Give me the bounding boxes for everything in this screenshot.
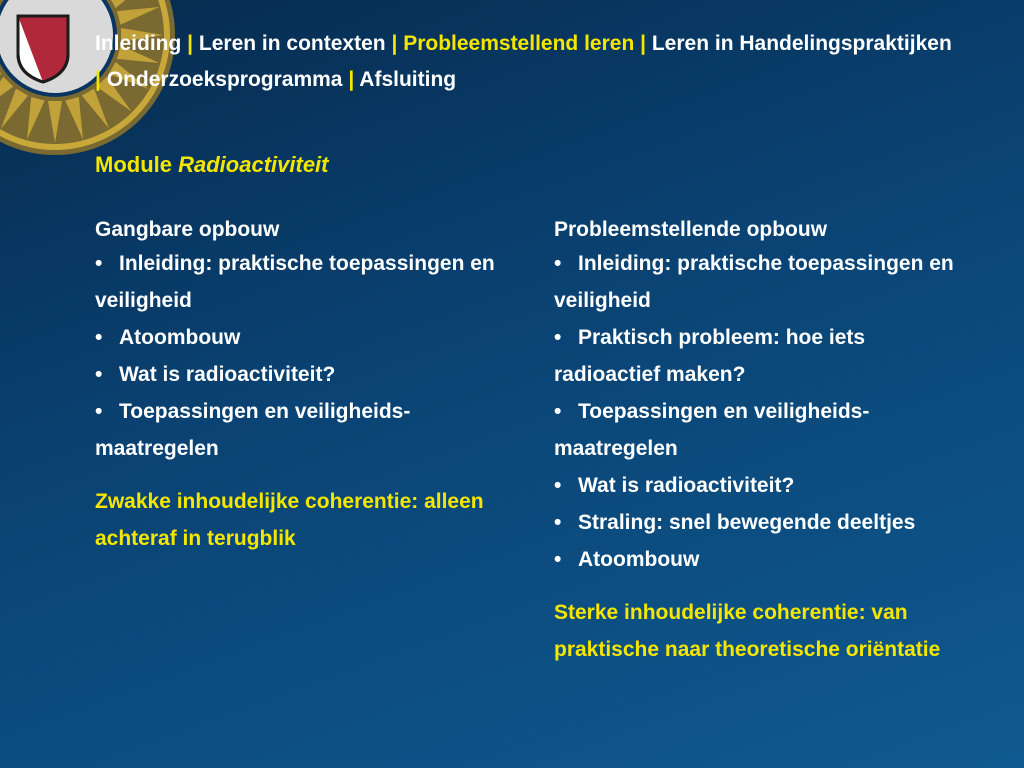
bullet-icon: • <box>554 326 562 349</box>
list-item <box>554 504 974 541</box>
right-bullet-list <box>554 245 974 578</box>
list-item <box>554 245 974 319</box>
right-column-heading: Probleemstellende opbouw <box>554 218 828 241</box>
nav-item-probleemstellend-leren[interactable]: Probleemstellend leren <box>403 32 635 55</box>
list-item-text: Wat is radioactiviteit? <box>578 474 795 497</box>
nav-separator: | <box>348 68 355 91</box>
left-column-heading: Gangbare opbouw <box>95 218 280 241</box>
nav-item-leren-in-handelingspraktijken[interactable]: Leren in Handelingspraktijken <box>651 32 952 55</box>
list-item-text: Inleiding: praktische toepassingen en veiligheid <box>554 252 954 312</box>
list-item <box>554 541 974 578</box>
bullet-icon: • <box>95 252 103 275</box>
list-item-text: Straling: snel bewegende deeltjes <box>578 511 916 534</box>
bullet-icon: • <box>554 548 562 571</box>
list-item-text: Toepassingen en veiligheids-maatregelen <box>95 400 411 460</box>
module-name: Radioactiviteit <box>178 152 329 177</box>
bullet-icon: • <box>554 474 562 497</box>
right-column <box>554 215 974 668</box>
bullet-icon: • <box>95 326 103 349</box>
nav-item-leren-in-contexten[interactable]: Leren in contexten <box>198 32 386 55</box>
list-item-text: Atoombouw <box>578 548 700 571</box>
list-item <box>554 467 974 504</box>
nav-item-onderzoeksprogramma[interactable]: Onderzoeksprogramma <box>106 68 343 91</box>
nav-separator: | <box>95 68 101 91</box>
bullet-icon: • <box>554 400 562 423</box>
list-item-text: Inleiding: praktische toepassingen en veiligheid <box>95 252 495 312</box>
nav-separator: | <box>187 32 194 55</box>
nav-item-afsluiting[interactable]: Afsluiting <box>359 68 457 91</box>
bullet-icon: • <box>554 252 562 275</box>
nav-separator: | <box>391 32 398 55</box>
bullet-icon: • <box>95 363 103 386</box>
list-item <box>95 356 515 393</box>
list-item <box>554 393 974 467</box>
bullet-icon: • <box>554 511 562 534</box>
list-item-text: Atoombouw <box>119 326 241 349</box>
list-item-text: Wat is radioactiviteit? <box>119 363 336 386</box>
list-item <box>554 319 974 393</box>
list-item <box>95 245 515 319</box>
page-title <box>95 152 329 178</box>
nav-separator: | <box>640 32 647 55</box>
list-item-text: Praktisch probleem: hoe iets radioactief maken? <box>554 326 866 386</box>
left-column <box>95 215 515 557</box>
module-prefix: Module <box>95 152 172 177</box>
list-item <box>95 393 515 467</box>
bullet-icon: • <box>95 400 103 423</box>
left-bullet-list <box>95 245 515 467</box>
nav-item-inleiding[interactable]: Inleiding <box>95 32 182 55</box>
list-item <box>95 319 515 356</box>
left-conclusion: Zwakke inhoudelijke coherentie: alleen achteraf in terugblik <box>95 490 484 550</box>
list-item-text: Toepassingen en veiligheids-maatregelen <box>554 400 870 460</box>
right-conclusion: Sterke inhoudelijke coherentie: van praktische naar theoretische oriëntatie <box>554 601 941 661</box>
section-navigation <box>95 26 955 98</box>
